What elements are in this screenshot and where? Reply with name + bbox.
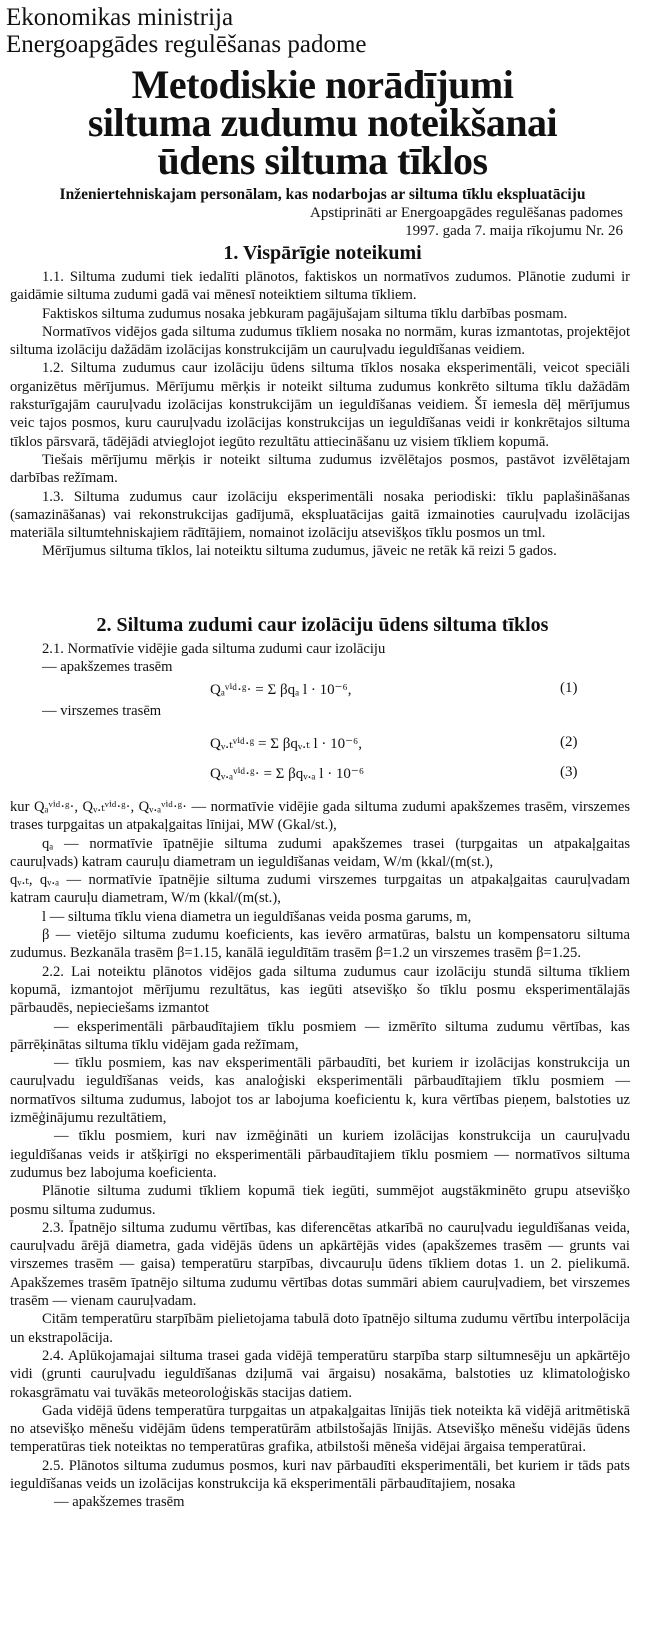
subtitle: Inženiertehniskajam personālam, kas nodarbojas ar siltuma tīklu ekspluatāciju bbox=[59, 186, 586, 203]
ministry-name: Ekonomikas ministrija bbox=[6, 4, 234, 31]
title-line-3: ūdens siltuma tīklos bbox=[157, 138, 488, 183]
section-2-heading: 2. Siltuma zudumi caur izolāciju ūdens siltuma tīklos bbox=[96, 614, 549, 636]
list-item: — apakšzemes trasēm bbox=[54, 1494, 185, 1511]
approval-note bbox=[310, 204, 623, 240]
definition: l — siltuma tīklu viena diametra un ieguldīšanas veida posma garums, m, bbox=[42, 908, 472, 925]
equation-number-2: (2) bbox=[560, 734, 578, 750]
title-line-1: Metodiskie norādījumi bbox=[131, 62, 514, 107]
section-2-intro bbox=[10, 640, 630, 677]
paragraph: Gada vidējā ūdens temperatūra turpgaitas un atpakaļgaitas līnijās tiek noteikta kā vidējā aritmētiskā no atsevišķo mēnešu vidējām ūdens temperatūrām atbilstošajās līnijās. Atsevišķo mēnešu vidējās ūdens temperatūras tiek noteiktas no temperatūras grafika, atbilstoši mēneša vidējai ārgaisa temperatūrai. bbox=[10, 1402, 630, 1456]
paragraph: Plānotie siltuma zudumi tīkliem kopumā tiek iegūti, summējot augstākminēto grupu atsevišķo posmu siltuma zudumus. bbox=[10, 1183, 630, 1218]
header bbox=[6, 4, 367, 58]
section-2-above bbox=[10, 702, 630, 720]
definition: β — vietējo siltuma zudumu koeficients, kas ievēro armatūras, balstu un kompensatoru siltuma zudumus. Bezkanāla trasēm β=1.15, kanālā ieguldītām trasēm β=1.2 un virszemes trasēm β=1.25. bbox=[10, 927, 630, 962]
paragraph: 1.2. Siltuma zudumus caur izolāciju ūdens siltuma tīklos nosaka eksperimentāli, veicot speciāli organizētus mērījumus. Mērījumu mērķis ir noteikt siltuma zudumus konkrēto siltuma tīklu dažādām raksturīgajām cauruļvadu izolācijas konstrukcijām un ieguldīšanas veidiem. Šī iemesla dēļ mērījumus veic tajos posmos, kuru cauruļvadu izolācijas konstrukcijas un ieguldīšanas veidi ir konkrētajos siltuma tīklos pārsvarā, tādējādi atvieglojot iegūto rezultātu attiecināšanu uz visiem tīkliem kopumā. bbox=[10, 360, 630, 450]
paragraph: 2.2. Lai noteiktu plānotos vidējos gada siltuma zudumus caur izolāciju stundā siltuma tīkliem kopumā, izmantojot mērījumu rezultātus, kas iegūti atsevišķo šo tīklu posmu eksperimentālajās pārbaudēs, nepieciešams izmantot bbox=[10, 963, 630, 1017]
paragraph: 2.1. Normatīvie vidējie gada siltuma zudumi caur izolāciju bbox=[42, 641, 386, 657]
formula-2: Qᵥ.ₜᵛⁱᵈ·ᵍ = Σ βqᵥ.ₜ l · 10⁻⁶, bbox=[210, 736, 363, 752]
paragraph: 1.1. Siltuma zudumi tiek iedalīti plānotos, faktiskos un normatīvos zudumos. Plānotie zudumi ir gaidāmie siltuma zudumi gadā vai mēnesī noteiktiem siltuma tīkliem. bbox=[10, 269, 630, 304]
paragraph: Faktiskos siltuma zudumus nosaka jebkuram pagājušajam siltuma tīklu darbības posmam. bbox=[42, 305, 568, 322]
list-item: — eksperimentāli pārbaudītajiem tīklu posmiem — izmērīto siltuma zudumu vērtības, kas pārrēķinātas siltuma tīklu vidējam gada režīmam, bbox=[10, 1018, 630, 1053]
formula-3: Qᵥ.ₐᵛⁱᵈ·ᵍ· = Σ βqᵥ.ₐ l · 10⁻⁶ bbox=[210, 766, 365, 782]
paragraph: 2.5. Plānotos siltuma zudumus posmos, kuri nav pārbaudīti eksperimentāli, bet kuriem ir tāds pats ieguldīšanas veids un izolācijas konstrukcija kā eksperimentāli pārbaudītajiem, nosaka bbox=[10, 1457, 630, 1492]
paragraph: 2.4. Aplūkojamajai siltuma trasei gada vidējā temperatūru starpība starp siltumnesēju un apkārtējo vidi (grunti cauruļvadu ieguldīšanas dziļumā vai ārgaisu) nosakāma, balstoties uz klimatoloģisko rokasgrāmatu vai tuvākās meteoroloģiskās stacijas datiem. bbox=[10, 1347, 630, 1401]
approval-line-1: Apstiprināti ar Energoapgādes regulēšanas padomes bbox=[310, 205, 623, 221]
section-1-heading: 1. Vispārīgie noteikumi bbox=[223, 242, 422, 264]
board-name: Energoapgādes regulēšanas padome bbox=[6, 31, 367, 58]
title-line-2: siltuma zudumu noteikšanai bbox=[87, 100, 558, 145]
paragraph: Mērījumus siltuma tīklos, lai noteiktu siltuma zudumus, jāveic ne retāk kā reizi 5 gados. bbox=[42, 543, 557, 560]
section-2-body bbox=[10, 798, 630, 1512]
definition: kur Qₐᵛⁱᵈ·ᵍ·, Qᵥ.ₜᵛⁱᵈ·ᵍ·, Qᵥ.ₐᵛⁱᵈ·ᵍ· — normatīvie vidējie gada siltuma zudumi apakšzemes trasēm, virszemes trases turpgaitas un atpakaļgaitas līnijai, MW (Gkal/st.), bbox=[10, 799, 630, 834]
definition: qₐ — normatīvie īpatnējie siltuma zudumi apakšzemes trasei (turpgaitas un atpakaļgaitas cauruļvads) katram cauruļu diametram un ieguldīšanas veidam, W/m (kkal/(m(st.), bbox=[10, 835, 630, 870]
formula-1: Qₐᵛⁱᵈ·ᵍ· = Σ βqₐ l · 10⁻⁶, bbox=[210, 682, 352, 698]
paragraph: 2.3. Īpatnējo siltuma zudumu vērtības, kas diferencētas atkarībā no cauruļvadu ieguldīšanas veida, cauruļvadu ārējā diametra, gada vidējās ūdens un apkārtējās vides (apakšzemes trasēm — grunts vai virszemes trasēm — gaisa) temperatūru starpības, divcauruļu ūdens tīkliem dotas 1. un 2. pielikumā. Apakšzemes trasēm īpatnējo siltuma zudumu vērtības dotas summāri abiem cauruļvadiem, bet virszemes trasēm — vienam cauruļvadam. bbox=[10, 1219, 630, 1310]
paragraph: Citām temperatūru starpībām pielietojama tabulā doto īpatnējo siltuma zudumu vērtību interpolācija un ekstrapolācija. bbox=[10, 1311, 630, 1346]
list-item: — tīklu posmiem, kuri nav izmēģināti un kuriem izolācijas konstrukcija un cauruļvadu ieguldīšanas veids ir atšķirīgi no eksperimentāli pārbaudītajiem tīklu posmiem — normatīvos siltuma zudumus bez labojuma koeficienta. bbox=[10, 1128, 630, 1181]
list-item: — tīklu posmiem, kas nav eksperimentāli pārbaudīti, bet kuriem ir izolācijas konstrukcija un cauruļvadu ieguldīšanas veids, kas analoģiski eksperimentāli pārbaudītajiem tīklu posmiem — normatīvos siltuma zudumus, labojot tos ar labojuma koeficientu k, kura vērtības pieņem, balstoties uz izmēģinājumu rezultātiem, bbox=[10, 1055, 630, 1127]
paragraph: Tiešais mērījumu mērķis ir noteikt siltuma zudumus izvēlētajos posmos, pastāvot izvēlētajam darbības režīmam. bbox=[10, 451, 630, 487]
equation-number-3: (3) bbox=[560, 764, 578, 780]
approval-line-2: 1997. gada 7. maija rīkojumu Nr. 26 bbox=[405, 223, 623, 239]
paragraph: Normatīvos vidējos gada siltuma zudumus tīkliem nosaka no normām, kuras izmantotas, projektējot siltuma izolāciju dažādām izolācijas konstrukcijām un cauruļvadu ieguldīšanas veidiem. bbox=[10, 323, 630, 359]
bullet-underground: — apakšzemes trasēm bbox=[42, 659, 173, 676]
paragraph: 1.3. Siltuma zudumus caur izolāciju eksperimentāli nosaka periodiski: tīklu paplašināšanas (samazināšanas) vai rekonstrukcijas gadījumā, ekspluatācijas gaitā izmainoties cauruļvadu izolācijas materiāla siltumtehniskajiem rādītājiem, nomainot izolāciju atsevišķos tīklu posmos un tml. bbox=[10, 488, 630, 542]
section-1-body bbox=[10, 268, 630, 561]
definition: qᵥ.ₜ, qᵥ.ₐ — normatīvie īpatnējie siltuma zudumi virszemes turpgaitas un atpakaļgaitas cauruļvadam katram cauruļu diametram, W/m (kkal/(m(st.), bbox=[10, 872, 630, 907]
equation-number-1: (1) bbox=[560, 680, 578, 696]
bullet-aboveground: — virszemes trasēm bbox=[42, 703, 162, 719]
